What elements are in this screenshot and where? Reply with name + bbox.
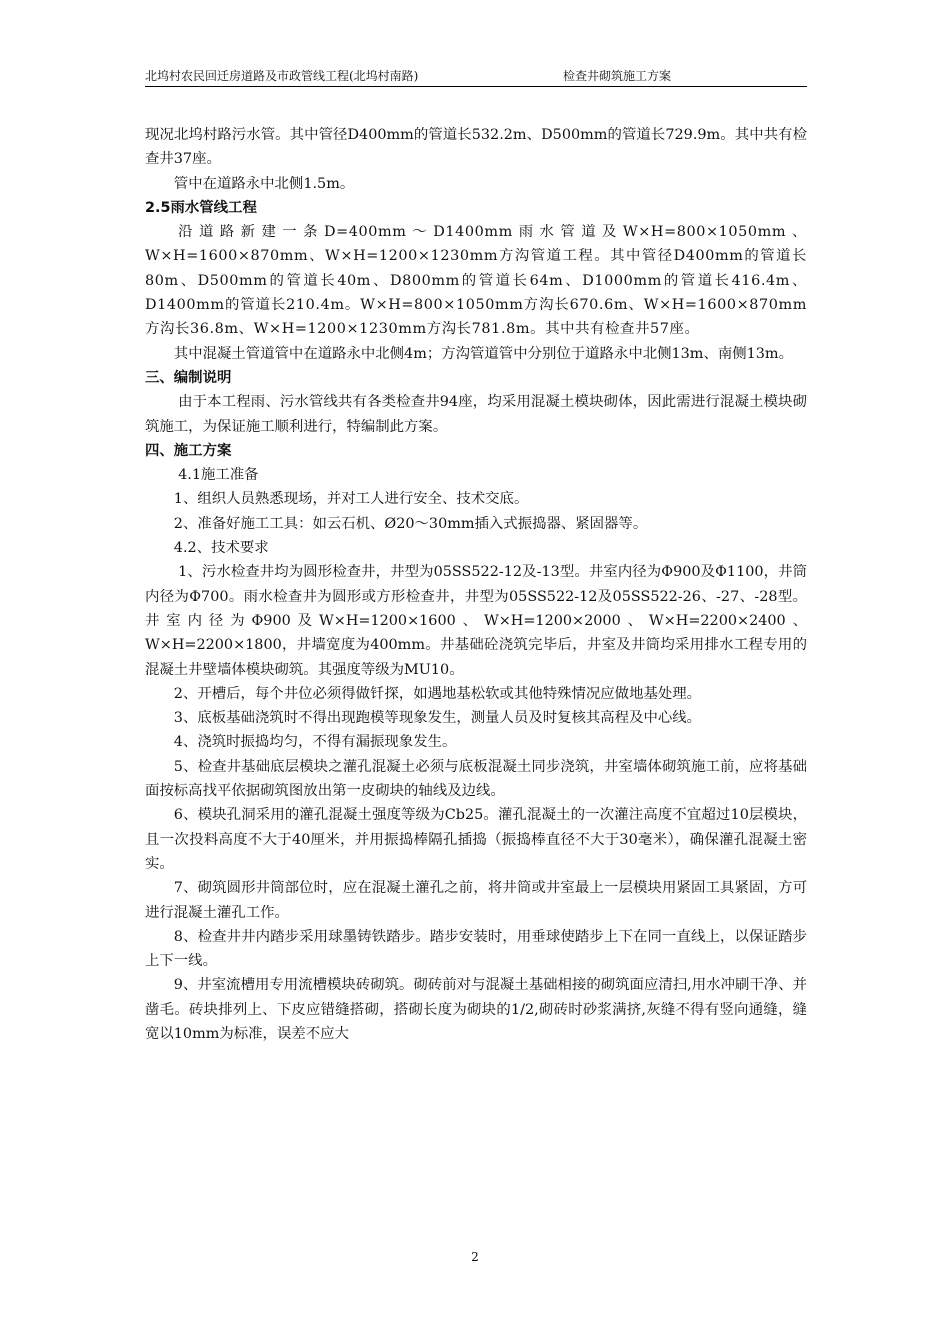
section-heading: 2.5雨水管线工程 bbox=[145, 199, 257, 216]
page-number: 2 bbox=[471, 1250, 479, 1264]
paragraph: 6、模块孔洞采用的灌孔混凝土强度等级为Cb25。灌孔混凝土的一次灌注高度不宜超过10层模块，且一次投料高度不大于40厘米，并用振捣棒隔孔插捣（振捣棒直径不大于30毫米），确保灌孔混凝土密实。 bbox=[145, 807, 807, 872]
paragraph: 9、井室流槽用专用流槽模块砖砌筑。砌砖前对与混凝土基础相接的砌筑面应清扫,用水冲刷干净、并凿毛。砖块排列上、下皮应错缝搭砌，搭砌长度为砌块的1/2,砌砖时砂浆满挤,灰缝不得有竖向通缝，缝宽以10mm为标准，误差不应大 bbox=[145, 977, 807, 1042]
paragraph: 1、组织人员熟悉现场，并对工人进行安全、技术交底。 bbox=[173, 491, 529, 508]
paragraph: 1、污水检查井均为圆形检查井，井型为05SS522-12及-13型。井室内径为Φ900及Φ1100，井筒内径为Φ700。雨水检查井为圆形或方形检查井，井型为05SS522-12及05SS522-26、-27、-28型。井室内径为Φ900及W×H=1200×1600、W×H=1200×2000、W×H=2200×2400、W×H=2200×1800，井墙宽度为400mm。井基础砼浇筑完毕后，井室及井筒均采用排水工程专用的混凝土井壁墙体模块砌筑。其强度等级为MU10。 bbox=[145, 564, 807, 678]
header-project-title: 北坞村农民回迁房道路及市政管线工程(北坞村南路) bbox=[145, 69, 419, 83]
paragraph: 现况北坞村路污水管。其中管径D400mm的管道长532.2m、D500mm的管道长729.9m。其中共有检查井37座。 bbox=[145, 127, 807, 168]
paragraph: 5、检查井基础底层模块之灌孔混凝土必须与底板混凝土同步浇筑，井室墙体砌筑施工前，应将基础面按标高找平依据砌筑图放出第一皮砌块的轴线及边线。 bbox=[145, 758, 807, 800]
paragraph: 由于本工程雨、污水管线共有各类检查井94座，均采用混凝土模块砌体，因此需进行混凝土模块砌筑施工，为保证施工顺利进行，特编制此方案。 bbox=[145, 394, 807, 435]
paragraph: 其中混凝土管道管中在道路永中北侧4m；方沟管道管中分别位于道路永中北侧13m、南侧13m。 bbox=[173, 345, 793, 362]
paragraph: 8、检查井井内踏步采用球墨铸铁踏步。踏步安装时，用垂球使踏步上下在同一直线上，以保证踏步上下一线。 bbox=[145, 928, 807, 970]
subsection-heading: 4.1施工准备 bbox=[178, 467, 259, 484]
section-heading: 三、编制说明 bbox=[145, 369, 232, 386]
paragraph: 4、浇筑时振捣均匀，不得有漏振现象发生。 bbox=[173, 734, 457, 751]
paragraph: 沿道路新建一条D=400mm～D1400mm雨水管道及W×H=800×1050mm、W×H=1600×870mm、W×H=1200×1230mm方沟管道工程。其中管径D400mm的管道长80m、D500mm的管道长40m、D800mm的管道长64m、D1000mm的管道长416.4m、D1400mm的管道长210.4m。W×H=800×1050mm方沟长670.6m、W×H=1600×870mm方沟长36.8m、W×H=1200×1230mm方沟长781.8m。其中共有检查井57座。 bbox=[145, 224, 807, 338]
header-document-title: 检查井砌筑施工方案 bbox=[563, 69, 672, 83]
document-body bbox=[145, 123, 807, 1046]
paragraph: 管中在道路永中北侧1.5m。 bbox=[173, 175, 355, 192]
page-header bbox=[145, 66, 807, 87]
paragraph: 2、准备好施工工具：如云石机、Ø20～30mm插入式振捣器、紧固器等。 bbox=[173, 515, 648, 532]
paragraph: 3、底板基础浇筑时不得出现跑模等现象发生，测量人员及时复核其高程及中心线。 bbox=[173, 710, 702, 727]
subsection-heading: 4.2、技术要求 bbox=[173, 540, 269, 557]
paragraph: 7、砌筑圆形井筒部位时，应在混凝土灌孔之前，将井筒或井室最上一层模块用紧固工具紧固，方可进行混凝土灌孔工作。 bbox=[145, 880, 807, 921]
section-heading: 四、施工方案 bbox=[145, 442, 232, 459]
paragraph: 2、开槽后，每个井位必须得做钎探，如遇地基松软或其他特殊情况应做地基处理。 bbox=[173, 685, 702, 702]
